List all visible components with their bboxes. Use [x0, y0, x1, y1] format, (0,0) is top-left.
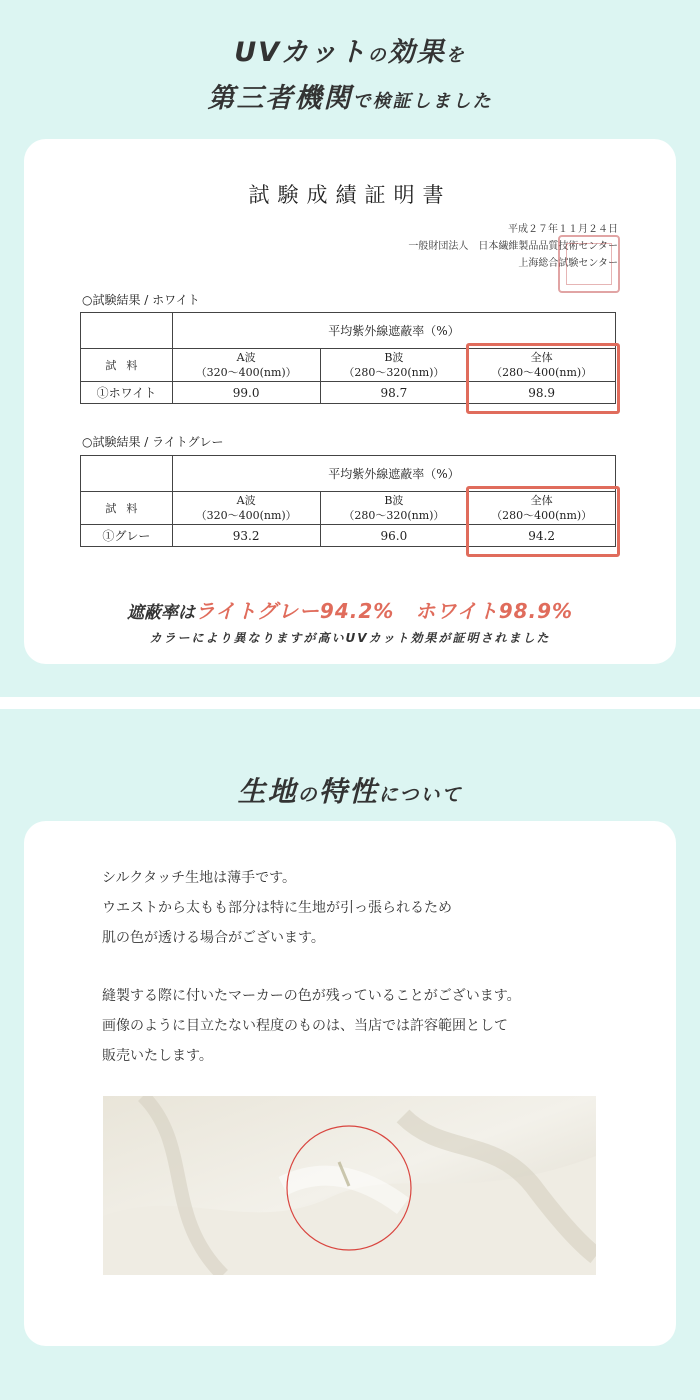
uv-heading-particle: で検証しました — [352, 91, 493, 112]
uv-heading-particle: の — [367, 45, 388, 66]
fabric-card — [24, 821, 676, 1346]
column-a-label: A波 — [236, 351, 256, 364]
certificate-issuer: 一般財団法人 日本繊維製品品質技術センター — [408, 241, 618, 252]
result-label-lightgray: ○試験結果 / ライトグレー — [82, 435, 224, 449]
column-b-header — [320, 349, 468, 382]
uv-heading-line2 — [0, 76, 700, 115]
column-b-label: B波 — [384, 351, 404, 364]
column-a-header — [172, 492, 320, 525]
table-corner-cell — [81, 456, 173, 492]
uv-heading-text: 第三者機関 — [207, 83, 353, 114]
certificate-card — [24, 139, 676, 664]
column-b-label: B波 — [384, 494, 404, 507]
highlight-box-lightgray — [466, 486, 620, 557]
table-header: 平均紫外線遮蔽率（%） — [172, 456, 615, 492]
sample-column-header: 試料 — [81, 349, 173, 382]
uv-heading-particle: を — [445, 45, 466, 66]
uv-summary — [24, 595, 676, 624]
paragraph-line: 肌の色が透ける場合がございます。 — [102, 930, 325, 946]
column-total-label: 全体 — [530, 494, 553, 507]
value-total: 98.9 — [468, 382, 616, 404]
column-a-header — [172, 349, 320, 382]
value-b: 98.7 — [320, 382, 468, 404]
paragraph-line: 販売いたします。 — [102, 1048, 213, 1064]
fabric-heading-particle: について — [378, 784, 463, 806]
column-b-header — [320, 492, 468, 525]
column-a-label: A波 — [236, 494, 256, 507]
paragraph-line: シルクタッチ生地は薄手です。 — [102, 870, 296, 886]
uv-summary-prefix: 遮蔽率は — [126, 603, 195, 623]
sample-column-header: 試料 — [81, 492, 173, 525]
uv-summary-subtext: カラーにより異なりますが高いUVカット効果が証明されました — [149, 631, 551, 645]
uv-heading-text: UVカット — [234, 37, 368, 68]
table-header: 平均紫外線遮蔽率（%） — [172, 313, 615, 349]
paragraph-line: 縫製する際に付いたマーカーの色が残っていることがございます。 — [102, 988, 521, 1004]
certificate-title: 試験成績証明書 — [248, 183, 452, 207]
column-total-range: （280〜400(nm)） — [491, 509, 593, 522]
column-a-range: （320〜400(nm)） — [195, 509, 297, 522]
column-total-label: 全体 — [530, 351, 553, 364]
fabric-heading-text: 生地 — [237, 775, 298, 808]
value-a: 93.2 — [172, 525, 320, 547]
value-b: 96.0 — [320, 525, 468, 547]
fabric-heading-particle: の — [297, 784, 319, 806]
fabric-heading — [0, 770, 700, 810]
result-label-white: ○試験結果 / ホワイト — [82, 293, 200, 307]
fabric-closeup-photo — [103, 1096, 596, 1275]
uv-summary-values: ライトグレー94.2% ホワイト98.9% — [194, 599, 574, 623]
sample-name: ①ホワイト — [81, 382, 173, 404]
column-a-range: （320〜400(nm)） — [195, 366, 297, 379]
column-total-range: （280〜400(nm)） — [491, 366, 593, 379]
sample-name: ①グレー — [81, 525, 173, 547]
fabric-heading-text: 特性 — [318, 775, 379, 808]
fabric-photo-illustration — [103, 1096, 596, 1275]
fabric-paragraph-marker — [102, 981, 521, 1071]
uv-heading-text: 効果 — [387, 37, 446, 68]
column-b-range: （280〜320(nm)） — [343, 509, 445, 522]
value-total: 94.2 — [468, 525, 616, 547]
column-b-range: （280〜320(nm)） — [343, 366, 445, 379]
fabric-paragraph-thin — [102, 863, 452, 953]
section-divider — [0, 697, 700, 709]
certificate-branch: 上海総合試験センター — [518, 258, 618, 269]
value-a: 99.0 — [172, 382, 320, 404]
paragraph-line: 画像のように目立たない程度のものは、当店では許容範囲として — [102, 1018, 508, 1034]
highlight-box-white — [466, 343, 620, 414]
table-corner-cell — [81, 313, 173, 349]
uv-heading-line1 — [0, 30, 700, 69]
official-seal-stamp — [558, 235, 620, 293]
certificate-date: 平成２７年１１月２４日 — [508, 224, 618, 235]
paragraph-line: ウエストから太もも部分は特に生地が引っ張られるため — [102, 900, 452, 916]
